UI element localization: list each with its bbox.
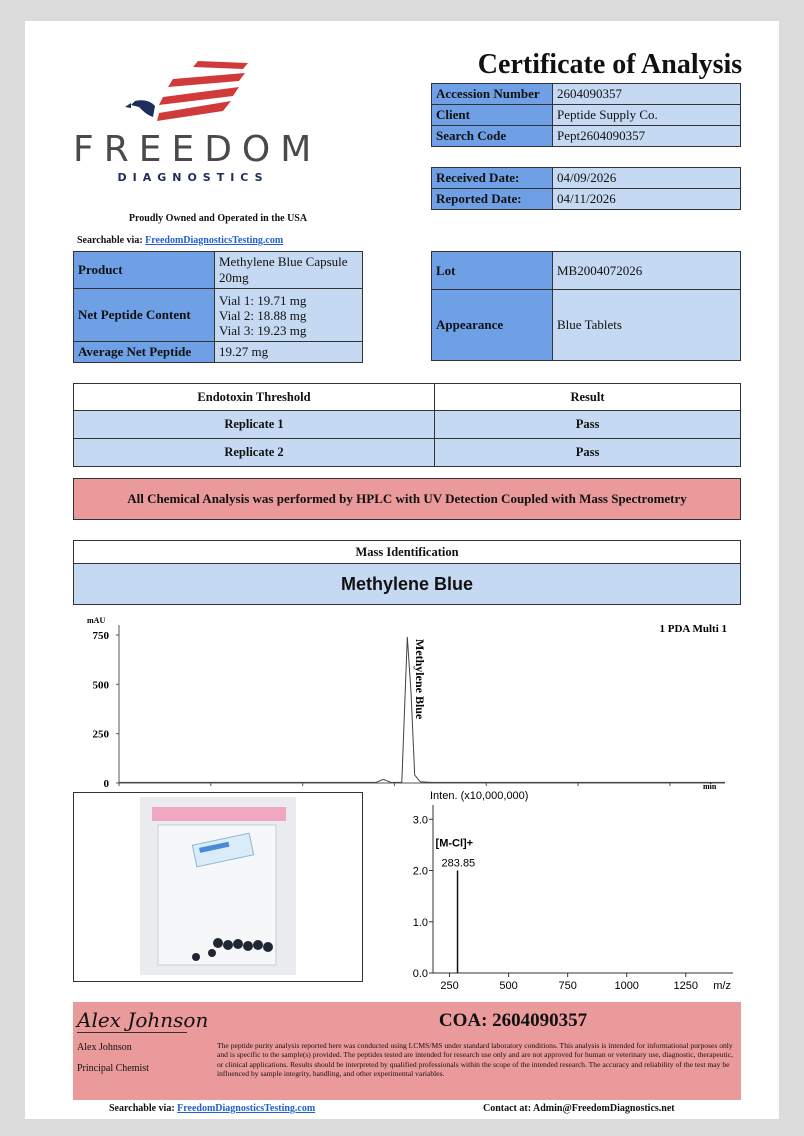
received-label: Received Date:: [432, 168, 553, 189]
signer-role: Principal Chemist: [77, 1063, 149, 1074]
contact-line: Contact at: Admin@FreedomDiagnostics.net: [483, 1103, 675, 1114]
table-row: [432, 126, 741, 147]
y-tick-label: 0: [103, 778, 109, 790]
replicate-2: Replicate 2: [74, 439, 435, 467]
lot-value: MB2004072026: [553, 252, 741, 290]
product-value: Methylene Blue Capsule 20mg: [215, 252, 363, 289]
replicate-1-result: Pass: [435, 411, 741, 439]
y-tick-label: 2.0: [412, 865, 428, 878]
table-row: [432, 189, 741, 210]
lot-table: [431, 251, 741, 361]
signature: Alex Johnson: [77, 1008, 209, 1032]
page-title: Certificate of Analysis: [477, 49, 743, 80]
x-tick-label: 500: [499, 980, 518, 989]
coa-number: COA: 2604090357: [438, 1010, 588, 1031]
vial-list: [215, 289, 363, 342]
table-row: [74, 289, 363, 342]
x-tick-label: 1250: [673, 980, 698, 989]
y-tick-label: 0.0: [412, 968, 428, 980]
replicate-1: Replicate 1: [74, 411, 435, 439]
table-row: [74, 252, 363, 289]
x-tick-label: [204, 790, 218, 791]
reported-label: Reported Date:: [432, 189, 553, 210]
x-axis-label: m/z: [713, 980, 731, 989]
table-row: [74, 342, 363, 363]
ion-label: [M-Cl]+: [435, 837, 474, 850]
product-label: Product: [74, 252, 215, 289]
table-row: [432, 84, 741, 105]
appearance-label: Appearance: [432, 290, 553, 361]
mass-spectrum: [377, 785, 739, 989]
x-tick-label: [296, 790, 310, 791]
searchable-label: Searchable via:: [77, 235, 143, 246]
logo-subtitle: DIAGNOSTICS: [117, 171, 269, 184]
table-row: [432, 290, 741, 361]
accession-value: 2604090357: [553, 84, 741, 105]
search-code-value: Pept2604090357: [553, 126, 741, 147]
x-tick-label: 250: [440, 980, 459, 989]
peak-label: Methylene Blue: [412, 639, 427, 720]
searchable-link[interactable]: FreedomDiagnosticsTesting.com: [145, 235, 284, 246]
sample-photo-frame: [73, 792, 363, 982]
searchable-line: [77, 235, 283, 246]
peak-mz-label: 283.85: [441, 857, 476, 870]
vial-1: Vial 1: 19.71 mg: [219, 292, 307, 308]
appearance-value: Blue Tablets: [553, 290, 741, 361]
avg-value: 19.27 mg: [215, 342, 363, 363]
y-tick-label: 1.0: [412, 916, 428, 929]
freedom-logo: [73, 51, 322, 201]
y-axis-label: Inten. (x10,000,000): [430, 790, 529, 802]
signature-line: [77, 1032, 187, 1033]
y-tick-label: 750: [92, 629, 109, 642]
y-tick-label: 3.0: [412, 814, 428, 827]
avg-label: Average Net Peptide: [74, 342, 215, 363]
x-tick-label: [112, 790, 126, 791]
signature-footer: [73, 1002, 741, 1100]
npc-label: Net Peptide Content: [74, 289, 215, 342]
x-tick-label: 1000: [614, 980, 639, 989]
tagline: Proudly Owned and Operated in the USA: [128, 213, 308, 224]
received-value: 04/09/2026: [553, 168, 741, 189]
client-label: Client: [432, 105, 553, 126]
accession-label: Accession Number: [432, 84, 553, 105]
search-code-label: Search Code: [432, 126, 553, 147]
product-table: [73, 251, 363, 363]
signer-name: Alex Johnson: [77, 1042, 132, 1053]
logo-name: FREEDOM: [73, 129, 322, 170]
y-tick-label: 250: [92, 728, 109, 741]
mass-identification-box: [73, 540, 741, 605]
table-row: [432, 168, 741, 189]
x-axis-label: min: [703, 782, 717, 791]
endotoxin-table: [73, 383, 741, 467]
reported-value: 04/11/2026: [553, 189, 741, 210]
sample-bag-photo: [74, 793, 362, 981]
mass-header: Mass Identification: [74, 541, 740, 564]
x-tick-label: 750: [558, 980, 577, 989]
bottom-searchable: [109, 1103, 315, 1114]
table-row: [432, 252, 741, 290]
bottom-search-link[interactable]: FreedomDiagnosticsTesting.com: [177, 1103, 316, 1114]
lot-label: Lot: [432, 252, 553, 290]
certificate-page: [25, 21, 779, 1119]
dates-table: [431, 167, 741, 210]
replicate-2-result: Pass: [435, 439, 741, 467]
client-value: Peptide Supply Co.: [553, 105, 741, 126]
table-row: [74, 411, 741, 439]
hplc-chromatogram: [73, 613, 733, 791]
accession-table: [431, 83, 741, 147]
endotoxin-header: Endotoxin Threshold: [74, 384, 435, 411]
chart-legend: 1 PDA Multi 1: [659, 623, 727, 635]
result-header: Result: [435, 384, 741, 411]
disclaimer: The peptide purity analysis reported here was conducted using LCMS/MS under standard laboratory conditions. This analysis is intended for informational purposes only and is specific to the sample(s) provided. The peptides tested are intended for research use only and are not approved for human or veterinary use, diagnostic, therapeutic, or clinical applications. Results should be interpreted by qualified professionals within the scope of the intended research. The accuracy and reliability of the test may be influenced by sample integrity, handling, and other experimental variables.: [217, 1041, 734, 1079]
vial-2: Vial 2: 18.88 mg: [219, 307, 307, 323]
table-row: [432, 105, 741, 126]
vial-3: Vial 3: 19.23 mg: [219, 322, 307, 338]
bottom-search-label: Searchable via:: [109, 1103, 175, 1114]
y-tick-label: 500: [92, 679, 109, 692]
table-header-row: [74, 384, 741, 411]
hplc-note: All Chemical Analysis was performed by HPLC with UV Detection Coupled with Mass Spectrometry: [73, 478, 741, 520]
table-row: [74, 439, 741, 467]
y-axis-label: mAU: [87, 616, 106, 625]
compound-name: Methylene Blue: [74, 564, 740, 604]
